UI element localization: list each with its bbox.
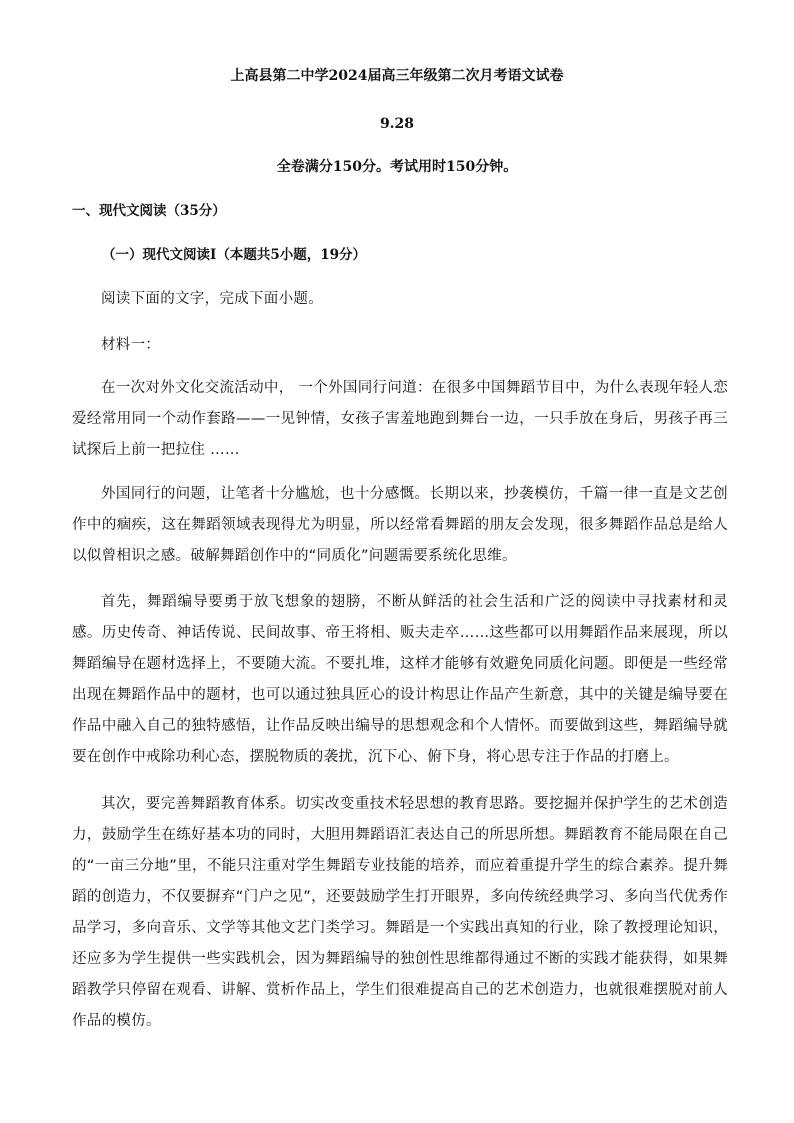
paragraph-1: 在一次对外文化交流活动中， 一个外国同行问道：在很多中国舞蹈节目中，为什么表现年轻人恋爱经常用同一个动作套路——一见钟情，女孩子害羞地跑到舞台一边，一只手放在身后，男孩子再三试探后上前一把拉住 ……: [72, 380, 728, 458]
exam-info: 全卷满分150分。考试用时150分钟。: [276, 159, 518, 175]
material-label: 材料一：: [101, 337, 161, 353]
section-heading: 一、现代文阅读（35分）: [72, 203, 226, 219]
paragraph-2: 外国同行的问题，让笔者十分尴尬，也十分感慨。长期以来，抄袭模仿，千篇一律一直是文艺创作中的痼疾，这在舞蹈领域表现得尤为明显，所以经常看舞蹈的朋友会发现，很多舞蹈作品总是给人以似曾相识之感。破解舞蹈创作中的“同质化”问题需要系统化思维。: [72, 486, 728, 564]
subsection-heading: （一）现代文阅读Ⅰ（本题共5小题，19分）: [102, 247, 366, 263]
instruction-text: 阅读下面的文字，完成下面小题。: [101, 291, 323, 307]
exam-date: 9.28: [379, 116, 415, 132]
paragraph-3: 首先，舞蹈编导要勇于放飞想象的翅膀，不断从鲜活的社会生活和广泛的阅读中寻找素材和灵感。历史传奇、神话传说、民间故事、帝王将相、贩夫走卒……这些都可以用舞蹈作品来展现，所以舞蹈编导在题材选择上，不要随大流。不要扎堆，这样才能够有效避免同质化问题。即便是一些经常出现在舞蹈作品中的题材，也可以通过独具匠心的设计构思让作品产生新意，其中的关键是编导要在作品中融入自己的独特感悟，让作品反映出编导的思想观念和个人情怀。而要做到这些，舞蹈编导就要在创作中戒除功利心态，摆脱物质的袭扰，沉下心、俯下身，将心思专注于作品的打磨上。: [72, 594, 728, 765]
exam-title: 上高县第二中学2024届高三年级第二次月考语文试卷: [230, 68, 564, 84]
paragraph-4: 其次，要完善舞蹈教育体系。切实改变重技术轻思想的教育思路。要挖掘并保护学生的艺术创造力，鼓励学生在练好基本功的同时，大胆用舞蹈语汇表达自己的所思所想。舞蹈教育不能局限在自己的“一亩三分地”里，不能只注重对学生舞蹈专业技能的培养，而应着重提升学生的综合素养。提升舞蹈的创造力，不仅要摒弃“门户之见”，还要鼓励学生打开眼界，多向传统经典学习、多向当代优秀作品学习，多向音乐、文学等其他文艺门类学习。舞蹈是一个实践出真知的行业，除了教授理论知识，还应多为学生提供一些实践机会，因为舞蹈编导的独创性思维都得通过不断的实践才能获得，如果舞蹈教学只停留在观看、讲解、赏析作品上，学生们很难提高自己的艺术创造力，也就很难摆脱对前人作品的模仿。: [72, 796, 728, 1029]
